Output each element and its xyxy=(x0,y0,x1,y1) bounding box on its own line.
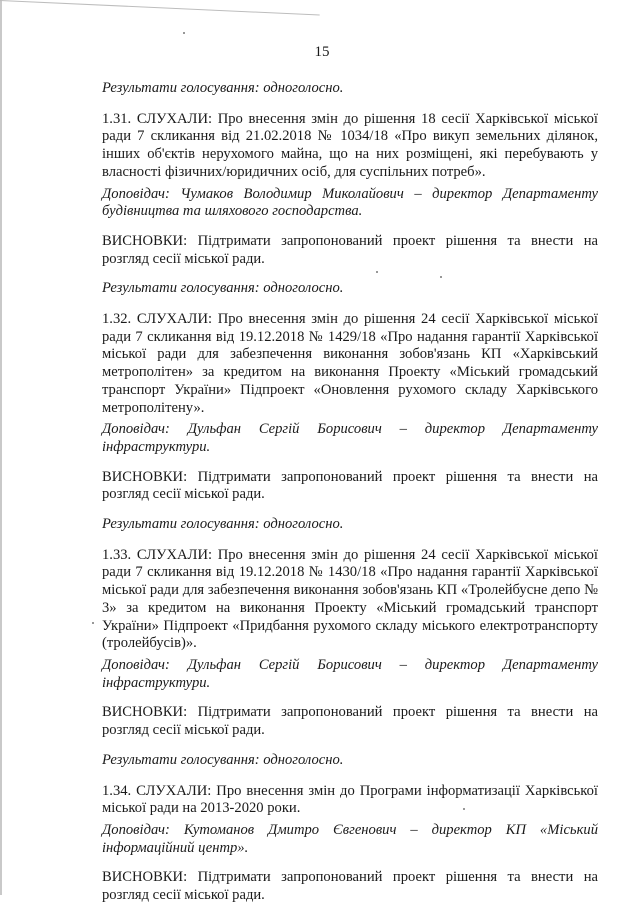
scan-edge-top xyxy=(0,0,320,16)
agenda-item-conclusion: ВИСНОВКИ: Підтримати запропонований проект рішення та внести на розгляд сесії міської ради. xyxy=(102,869,598,904)
agenda-item-speaker: Доповідач: Кутоманов Дмитро Євгенович – директор КП «Міський інформаційний центр». xyxy=(102,821,598,856)
agenda-item-heard: 1.34. СЛУХАЛИ: Про внесення змін до Програми інформатизації Харківської міської ради на 2013-2020 роки. xyxy=(102,782,598,817)
document-body xyxy=(102,80,598,917)
agenda-item-conclusion: ВИСНОВКИ: Підтримати запропонований проект рішення та внести на розгляд сесії міської ради. xyxy=(102,704,598,739)
voting-result: Результати голосування: одноголосно. xyxy=(102,280,344,297)
scan-speck xyxy=(376,271,378,273)
agenda-item-speaker: Доповідач: Дульфан Сергій Борисович – директор Департаменту інфраструктури. xyxy=(102,421,598,455)
scan-edge-left xyxy=(0,0,2,895)
page-number: 15 xyxy=(314,44,330,60)
scan-speck xyxy=(463,808,465,810)
voting-result: Результати голосування: одноголосно. xyxy=(102,80,344,96)
agenda-item-heard: 1.31. СЛУХАЛИ: Про внесення змін до рішення 18 сесії Харківської міської ради 7 скликання від 21.02.2018 № 1034/18 «Про викуп земельних ділянок, інших об'єктів нерухомого майна, що на них розміщені, які перебувають у власності фізичних/юридичних осіб, для суспільних потреб». xyxy=(102,110,598,180)
scan-speck xyxy=(440,276,442,278)
scan-speck xyxy=(92,622,94,624)
scan-speck xyxy=(183,32,185,34)
agenda-item-conclusion: ВИСНОВКИ: Підтримати запропонований проект рішення та внести на розгляд сесії міської ради. xyxy=(102,468,598,503)
voting-result: Результати голосування: одноголосно. xyxy=(102,751,344,768)
agenda-item-speaker: Доповідач: Чумаков Володимир Миколайович – директор Департаменту будівництва та шляхового господарства. xyxy=(102,185,598,220)
agenda-item-heard: 1.33. СЛУХАЛИ: Про внесення змін до рішення 24 сесії Харківської міської ради 7 скликання від 19.12.2018 № 1430/18 «Про надання гарантії Харківської міської ради для забезпечення виконання зобов'язань КП «Тролейбусне депо № 3» за кредитом на виконання Проекту «Міський громадський транспорт України» Підпроект «Придбання рухомого складу міського електротранспорту (тролейбусів)». xyxy=(102,546,598,652)
agenda-item-speaker: Доповідач: Дульфан Сергій Борисович – директор Департаменту інфраструктури. xyxy=(102,656,598,691)
agenda-item-heard: 1.32. СЛУХАЛИ: Про внесення змін до рішення 24 сесії Харківської міської ради 7 скликання від 19.12.2018 № 1429/18 «Про надання гарантії Харківської міської ради для забезпечення виконання зобов'язань КП «Харківський метрополітен» за кредитом на виконання Проекту «Міський громадський транспорт України» Підпроект «Оновлення рухомого складу Харківського метрополітену». xyxy=(102,311,598,416)
agenda-item-conclusion: ВИСНОВКИ: Підтримати запропонований проект рішення та внести на розгляд сесії міської ради. xyxy=(102,232,598,267)
voting-result: Результати голосування: одноголосно. xyxy=(102,516,344,533)
